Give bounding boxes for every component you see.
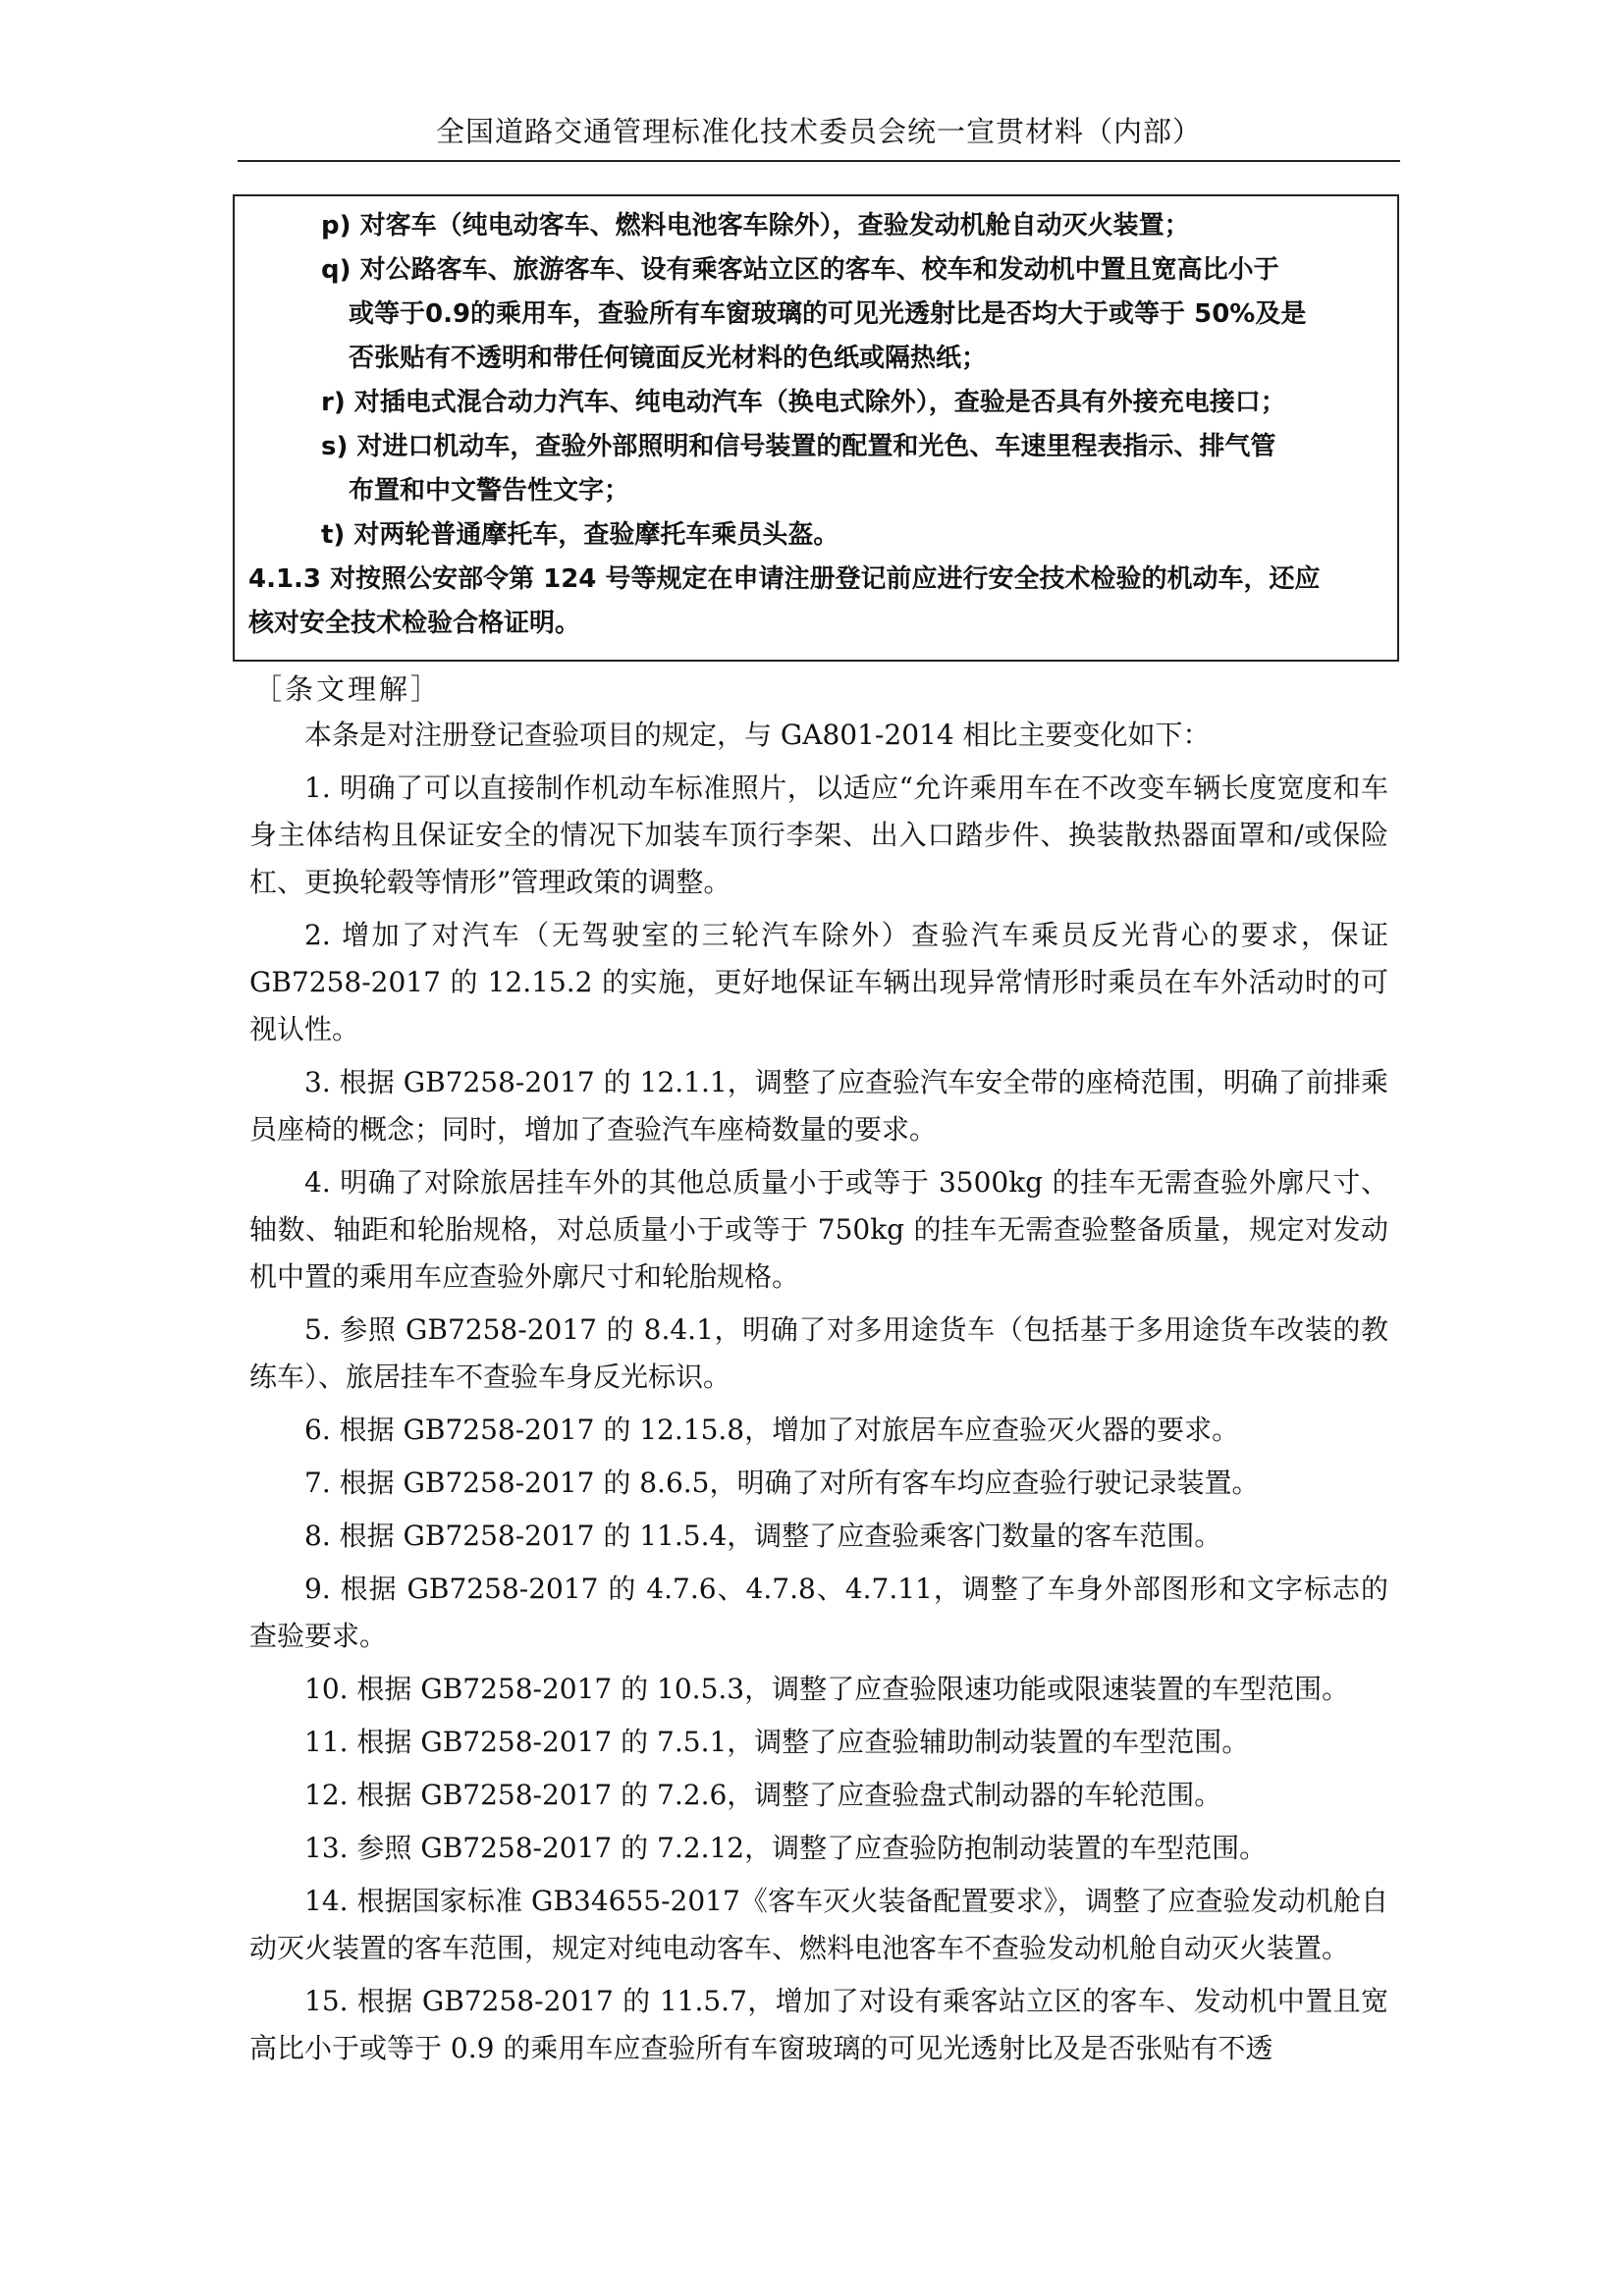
list-item-continuation: 或等于0.9的乘用车，查验所有车窗玻璃的可见光透射比是否均大于或等于 50%及是 [349,299,1307,329]
list-item-s [248,425,1389,469]
list-item-r [248,381,1389,425]
interpretation-body [249,712,1388,2078]
list-item-p [248,204,1389,248]
clause-4-1-3-line2: 核对安全技术检验合格证明。 [248,609,581,638]
item-text: 对进口机动车，查验外部照明和信号装置的配置和光色、车速里程表指示、排气管 [356,432,1276,461]
paragraph: 3. 根据 GB7258-2017 的 12.1.1，调整了应查验汽车安全带的座椅范围，明确了前排乘员座椅的概念；同时，增加了查验汽车座椅数量的要求。 [249,1066,1388,1146]
item-label: t) [321,520,346,550]
item-text: 对公路客车、旅游客车、设有乘客站立区的客车、校车和发动机中置且宽高比小于 [359,255,1279,285]
list-item-continuation: 布置和中文警告性文字； [349,476,630,506]
list-item-continuation: 否张贴有不透明和带任何镜面反光材料的色纸或隔热纸； [349,344,988,373]
item-label: s) [321,432,349,461]
paragraph: 15. 根据 GB7258-2017 的 11.5.7，增加了对设有乘客站立区的客车、发动机中置且宽高比小于或等于 0.9 的乘用车应查验所有车窗玻璃的可见光透射比及是否张贴有不透 [249,1985,1388,2064]
list-item-q [248,248,1389,293]
list-item-t [248,513,1389,558]
paragraph: 14. 根据国家标准 GB34655-2017《客车灭火装备配置要求》，调整了应查验发动机舱自动灭火装置的客车范围，规定对纯电动客车、燃料电池客车不查验发动机舱自动灭火装置。 [249,1885,1388,1964]
paragraph: 5. 参照 GB7258-2017 的 8.4.1，明确了对多用途货车（包括基于多用途货车改装的教练车）、旅居挂车不查验车身反光标识。 [249,1313,1388,1393]
item-text: 对客车（纯电动客车、燃料电池客车除外），查验发动机舱自动灭火装置； [359,211,1190,240]
paragraph: 7. 根据 GB7258-2017 的 8.6.5，明确了对所有客车均应查验行驶记录装置。 [304,1467,1260,1499]
item-label: q) [321,255,352,285]
paragraph: 本条是对注册登记查验项目的规定，与 GA801-2014 相比主要变化如下： [304,719,1211,751]
item-label: r) [321,388,346,417]
paragraph: 9. 根据 GB7258-2017 的 4.7.6、4.7.8、4.7.11，调整了车身外部图形和文字标志的查验要求。 [249,1573,1388,1652]
paragraph: 12. 根据 GB7258-2017 的 7.2.6，调整了应查验盘式制动器的车轮范围。 [304,1779,1222,1811]
item-text: 对插电式混合动力汽车、纯电动汽车（换电式除外），查验是否具有外接充电接口； [353,388,1286,417]
standard-text-box [233,194,1399,662]
clause-4-1-3-line1: 4.1.3 对按照公安部令第 124 号等规定在申请注册登记前应进行安全技术检验的机动车，还应 [248,564,1321,594]
paragraph: 6. 根据 GB7258-2017 的 12.15.8，增加了对旅居车应查验灭火器的要求。 [304,1414,1240,1446]
item-label: p) [321,211,352,240]
paragraph: 11. 根据 GB7258-2017 的 7.5.1，调整了应查验辅助制动装置的车型范围。 [304,1726,1250,1758]
item-text: 对两轮普通摩托车，查验摩托车乘员头盔。 [353,520,839,550]
paragraph: 13. 参照 GB7258-2017 的 7.2.12，调整了应查验防抱制动装置的车型范围。 [304,1832,1268,1864]
paragraph: 2. 增加了对汽车（无驾驶室的三轮汽车除外）查验汽车乘员反光背心的要求，保证 GB7258-2017 的 12.15.2 的实施，更好地保证车辆出现异常情形时乘员在车外活动时的可视认性。 [249,919,1388,1045]
page-header: 全国道路交通管理标准化技术委员会统一宣贯材料（内部） [238,110,1400,162]
paragraph: 1. 明确了可以直接制作机动车标准照片，以适应“允许乘用车在不改变车辆长度宽度和车身主体结构且保证安全的情况下加装车顶行李架、出入口踏步件、换装散热器面罩和/或保险杠、更换轮毂等情形”管理政策的调整。 [249,772,1388,898]
paragraph: 10. 根据 GB7258-2017 的 10.5.3，调整了应查验限速功能或限速装置的车型范围。 [304,1673,1350,1705]
paragraph: 8. 根据 GB7258-2017 的 11.5.4，调整了应查验乘客门数量的客车范围。 [304,1520,1222,1552]
paragraph: 4. 明确了对除旅居挂车外的其他总质量小于或等于 3500kg 的挂车无需查验外廓尺寸、轴数、轴距和轮胎规格，对总质量小于或等于 750kg 的挂车无需查验整备质量，规定对发动机中置的乘用车应查验外廓尺寸和轮胎规格。 [249,1166,1388,1293]
section-title: ［条文理解］ [253,672,443,706]
